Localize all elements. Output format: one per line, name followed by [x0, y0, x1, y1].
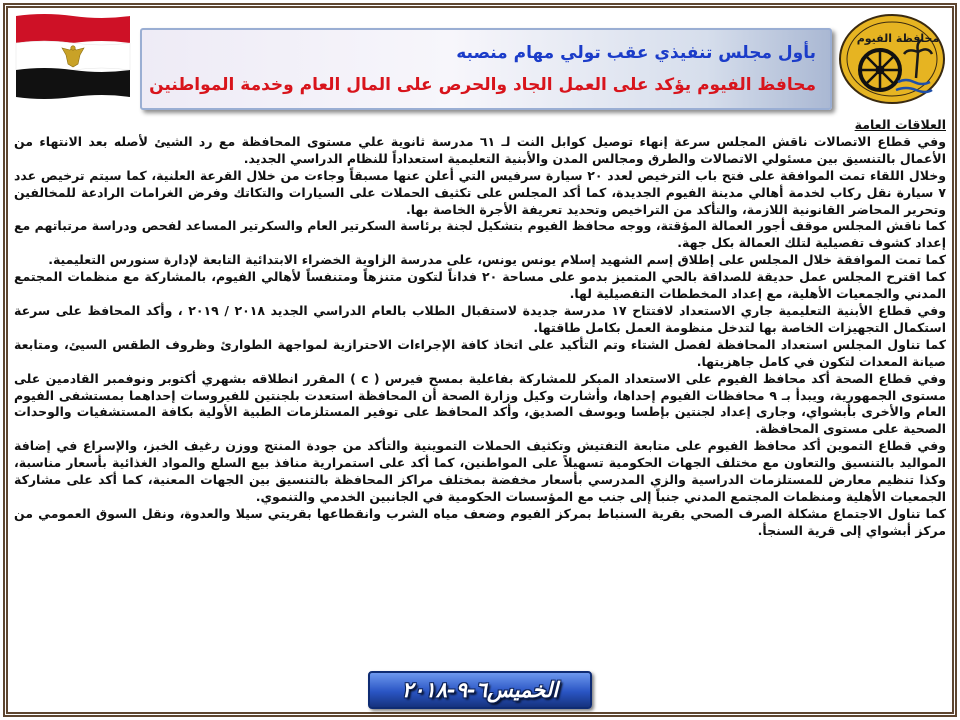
- article-paragraph: وفي قطاع التموين أكد محافظ الفيوم على متابعة التفتيش وتكثيف الحملات التموينية والتأكد من جودة المنتج ووزن رغيف الخبز، والإسراع في إضافة المواليد بالتنسيق والتعاون مع مختلف الجهات الحكومية تسهيلاً على المواطنين، كما أكد على استمرارية منافذ بيع السلع والمواد الغذائية بأسعار مناسبة، وكذا تنظيم معارض للمستلزمات الدراسية والزي المدرسي بأسعار مخفضة بمختلف مراكز المحافظة بالتنسيق بين الجهات المعنية، كما أكد على مشاركة الجمعيات الأهلية ومنظمات المجتمع المدني جنباً إلى جنب مع المؤسسات الحكومية في الجانبين الخدمي والتنموي.: [14, 438, 946, 504]
- article-paragraph: كما تناول المجلس استعداد المحافظة لفصل الشتاء وتم التأكيد على اتخاذ كافة الإجراءات الاحترازية لمواجهة الطوارئ وظروف الطقس السيئ، ومتابعة صيانة المعدات لتكون في كامل جاهزيتها.: [14, 336, 946, 369]
- article-paragraph: وفي قطاع الأبنية التعليمية جاري الاستعداد لافتتاح ١٧ مدرسة جديدة لاستقبال الطلاب بالعام الدراسي الجديد ٢٠١٨ / ٢٠١٩ ، وأكد المحافظ على سرعة استكمال التجهيزات الخاصة بها لتدخل منظومة العمل بكامل طاقتها.: [14, 302, 946, 335]
- article-paragraph: وفي قطاع الاتصالات ناقش المجلس سرعة إنهاء توصيل كوابل النت لـ ٦١ مدرسة ثانوية علي مستوى المحافظة مع رد الشيئ لأصله بعد الانتهاء من الأعمال بالتنسيق بين مسئولي الاتصالات والطرق ومجالس المدن والأبنية التعليمية استعداداً للنظام الدراسي الجديد.: [14, 133, 946, 166]
- headline-box: [140, 28, 832, 110]
- article-body: [14, 117, 946, 667]
- flag-black-stripe: [16, 68, 130, 99]
- logo-lettering: محافظة الفيوم: [856, 32, 940, 45]
- headline-main: محافظ الفيوم يؤكد على العمل الجاد والحرص على المال العام وخدمة المواطنين: [149, 75, 816, 95]
- flag-red-stripe: [16, 14, 130, 45]
- egypt-flag: [14, 12, 132, 100]
- fayoum-governorate-logo: [836, 12, 948, 106]
- headline-kicker: بأول مجلس تنفيذي عقب تولي مهام منصبه: [456, 43, 816, 63]
- article-paragraph: كما ناقش المجلس موقف أجور العمالة المؤقتة، ووجه محافظ الفيوم بتشكيل لجنة برئاسة السكرتير العام والسكرتير المساعد لفحص ودراسة مرتباتهم مع إعداد كشوف تفصيلية لتلك العمالة بكل جهة.: [14, 218, 946, 251]
- article-paragraph: كما اقترح المجلس عمل حديقة للصداقة بالحي المتميز بدمو على مساحة ٢٠ فداناً لتكون متنزهاً ومتنفساً لأهالي الفيوم، بالمشاركة مع منظمات المجتمع المدني والجمعيات الأهلية، مع إعداد المخططات التفصيلية لها.: [14, 269, 946, 302]
- date-badge: الخميس٦-٩-٢٠١٨: [368, 671, 592, 709]
- article-paragraph: كما تمت الموافقة خلال المجلس على إطلاق إسم الشهيد إسلام يونس يونس، على مدرسة الزاوية الخضراء الابتدائية التابعة لإدارة سنورس التعليمية.: [48, 252, 946, 268]
- article-paragraph: وخلال اللقاء تمت الموافقة على فتح باب الترخيص لعدد ٢٠ سيارة سرفيس التي أعلن عنها مسبقاً وجاءت من خلال القرعة العلنية، كما سيتم ترخيص عدد ٧ سيارة نقل ركاب لخدمة أهالي مدينة الفيوم الجديدة، كما أكد المجلس على تكثيف الحملات على السيارات والتكاتك وفرض الغرامات الرادعة للمخالفين وتحرير المحاضر القانونية اللازمة، والتأكد من التراخيص وتحديد تعريفة الأجرة الخاصة بها.: [14, 167, 946, 217]
- section-title: العلاقات العامة: [854, 117, 946, 132]
- waterwheel-icon: [860, 50, 900, 90]
- article-paragraph: وفي قطاع الصحة أكد محافظ الفيوم على الاستعداد المبكر للمشاركة بفاعلية بمسح فيرس ( c ) المقرر انطلاقه بشهري أكتوبر ونوفمبر القادمين على مستوى الجمهورية، ويبدأ بـ ٩ محافظات الفيوم إحداها، وأشارت وكيل وزارة الصحة أن المحافظة استعدت بلجنتين للفيروسات إحداهما بمستشفى الفيوم العام والأخرى بأبشواي، وجارى إعداد لجنتين بإطسا ويوسف الصديق، وأكد المحافظ على توفير المستلزمات الطبية الأولية بكافة المستشفيات والوحدات الصحية على مستوى المحافظة.: [14, 370, 946, 437]
- article-paragraph: كما تناول الاجتماع مشكلة الصرف الصحي بقرية السنباط بمركز الفيوم وضعف مياه الشرب وانقطاعها بقريتي سيلا والعدوة، ونقل السوق العمومي من مركز أبشواي إلى قرية السنجأ.: [14, 505, 946, 538]
